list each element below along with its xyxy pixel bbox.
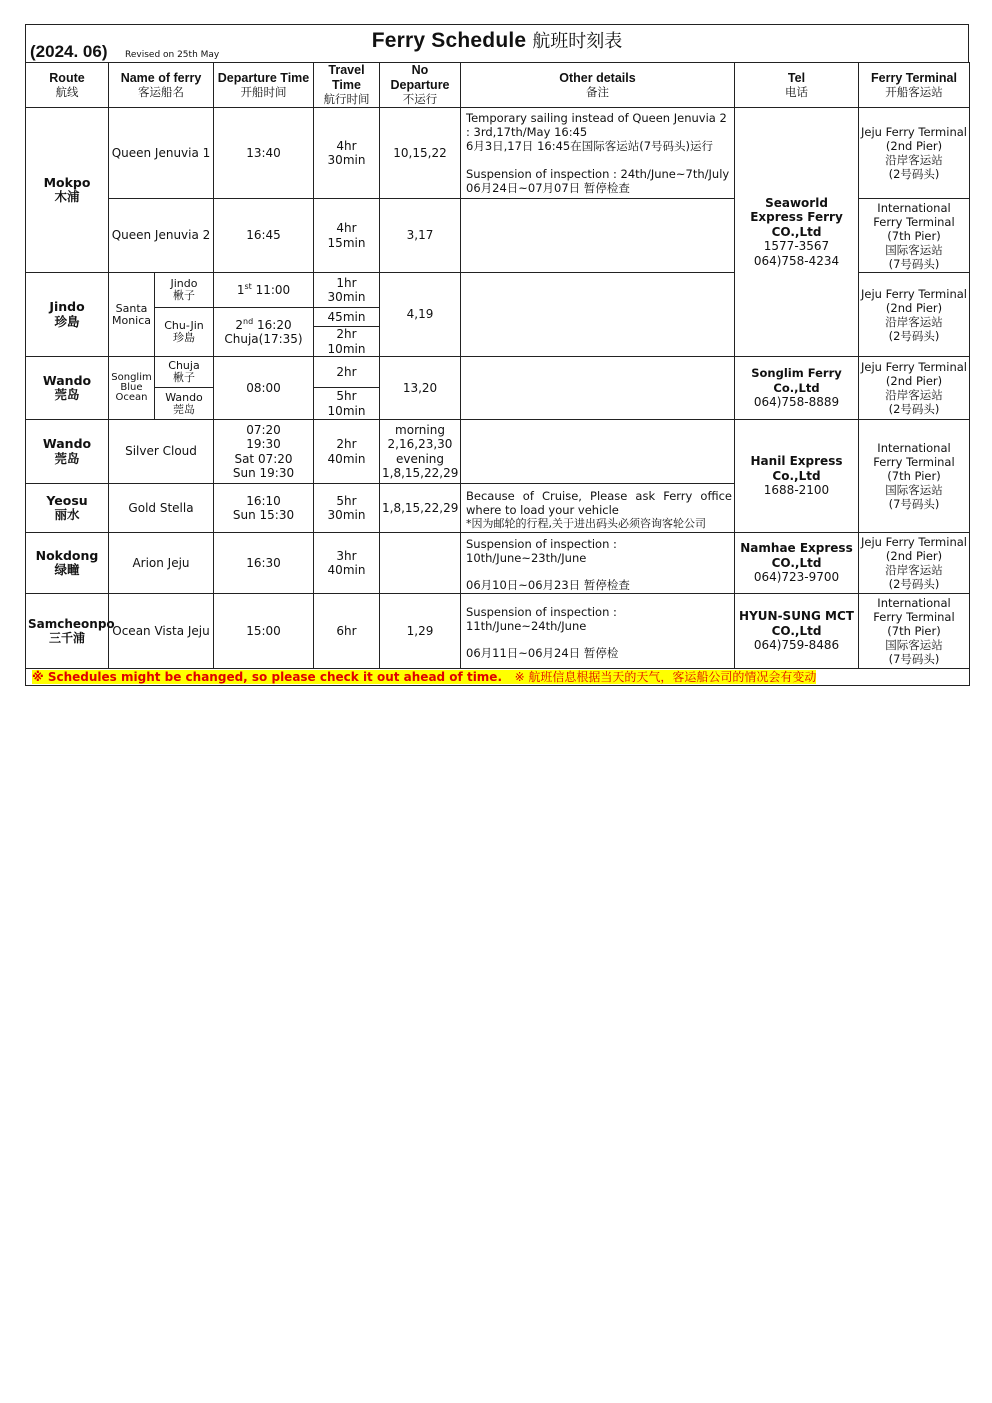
route-wando: Wando 莞岛: [26, 420, 109, 484]
ferry-name: Arion Jeju: [109, 533, 214, 594]
route-samcheonpo: Samcheonpo 三千浦: [26, 594, 109, 669]
table-row: [26, 420, 970, 484]
header-row: [26, 63, 970, 108]
ferry-terminal: Jeju Ferry Terminal (2nd Pier) 沿岸客运站 (2号码头): [859, 357, 970, 420]
ferry-schedule-sheet: [25, 24, 969, 686]
departure-time: 1st 11:00: [214, 273, 314, 308]
notice-row: [26, 669, 970, 686]
tel-hyunsung: HYUN-SUNG MCT CO.,Ltd 064)759-8486: [735, 594, 859, 669]
revised-label: Revised on 25th May: [125, 50, 220, 60]
other-details: [461, 357, 735, 420]
travel-time: 45min: [314, 308, 380, 327]
departure-time: 16:45: [214, 199, 314, 273]
no-departure: 10,15,22: [380, 108, 461, 199]
ferry-name: Silver Cloud: [109, 420, 214, 484]
travel-time: 4hr 30min: [314, 108, 380, 199]
route-yeosu: Yeosu 丽水: [26, 484, 109, 533]
no-departure: 13,20: [380, 357, 461, 420]
tel-hanil: Hanil Express Co.,Ltd 1688-2100: [735, 420, 859, 533]
travel-time: 5hr 10min: [314, 388, 380, 420]
other-details: Suspension of inspection : 11th/June~24th/June 06月11日~06月24日 暂停检: [461, 594, 735, 669]
route-wando: Wando 莞岛: [26, 357, 109, 420]
travel-time: 1hr 30min: [314, 273, 380, 308]
title-row: [25, 24, 969, 62]
travel-time: 2hr: [314, 357, 380, 388]
col-travel: Travel Time 航行时间: [314, 63, 380, 108]
departure-time: 07:20 19:30 Sat 07:20 Sun 19:30: [214, 420, 314, 484]
ferry-name: Queen Jenuvia 1: [109, 108, 214, 199]
table-row: [26, 357, 970, 388]
title-en: Ferry Schedule: [371, 29, 527, 52]
travel-time: 4hr 15min: [314, 199, 380, 273]
departure-time: 08:00: [214, 357, 314, 420]
travel-time: 3hr 40min: [314, 533, 380, 594]
col-ferry: Name of ferry 客运船名: [109, 63, 214, 108]
route-mokpo: Mokpo 木浦: [26, 108, 109, 273]
ferry-name: Santa Monica: [109, 273, 155, 357]
other-details: Because of Cruise, Please ask Ferry office where to load your vehicle *因为邮轮的行程,关于进出码头必须咨询客轮公司: [461, 484, 735, 533]
stop-name: Chu-Jin 珍島: [155, 308, 214, 357]
other-details: Temporary sailing instead of Queen Jenuvia 2 : 3rd,17th/May 16:45 6月3日,17日 16:45在国际客运站(7号码头)运行 Suspension of inspection : 24th/June~7th/July 06月24日~07月07日 暂停检查: [461, 108, 735, 199]
other-details: Suspension of inspection : 10th/June~23th/June 06月10日~06月23日 暂停检查: [461, 533, 735, 594]
other-details: [461, 199, 735, 273]
col-no-departure: No Departure 不运行: [380, 63, 461, 108]
travel-time: 6hr: [314, 594, 380, 669]
schedule-table: [25, 62, 970, 686]
ferry-terminal: Jeju Ferry Terminal (2nd Pier) 沿岸客运站 (2号码头): [859, 108, 970, 199]
ferry-terminal: International Ferry Terminal (7th Pier) 国际客运站 (7号码头): [859, 199, 970, 273]
no-departure: morning 2,16,23,30 evening 1,8,15,22,29: [380, 420, 461, 484]
no-departure: 3,17: [380, 199, 461, 273]
stop-name: Jindo 楸子: [155, 273, 214, 308]
no-departure: [380, 533, 461, 594]
ferry-terminal: Jeju Ferry Terminal (2nd Pier) 沿岸客运站 (2号码头): [859, 533, 970, 594]
title-zh: 航班时刻表: [532, 31, 623, 52]
no-departure: 1,29: [380, 594, 461, 669]
other-details: [461, 420, 735, 484]
travel-time: 2hr 40min: [314, 420, 380, 484]
col-tel: Tel 电话: [735, 63, 859, 108]
stop-name: Wando 莞岛: [155, 388, 214, 420]
ferry-name: Ocean Vista Jeju: [109, 594, 214, 669]
travel-time: 2hr 10min: [314, 327, 380, 357]
table-row: [26, 108, 970, 199]
ferry-name: Queen Jenuvia 2: [109, 199, 214, 273]
departure-time: 16:30: [214, 533, 314, 594]
route-jindo: Jindo 珍島: [26, 273, 109, 357]
notice-zh: ※ 航班信息根据当天的天气，客运船公司的情况会有变动: [514, 669, 817, 684]
stop-name: Chuja 楸子: [155, 357, 214, 388]
ferry-terminal: International Ferry Terminal (7th Pier) 国际客运站 (7号码头): [859, 594, 970, 669]
tel-songlim: Songlim Ferry Co.,Ltd 064)758-8889: [735, 357, 859, 420]
schedule-notice: [26, 669, 970, 686]
no-departure: 4,19: [380, 273, 461, 357]
col-details: Other details 备注: [461, 63, 735, 108]
route-nokdong: Nokdong 绿疃: [26, 533, 109, 594]
col-departure: Departure Time 开船时间: [214, 63, 314, 108]
ferry-terminal: Jeju Ferry Terminal (2nd Pier) 沿岸客运站 (2号码头): [859, 273, 970, 357]
ferry-name: Gold Stella: [109, 484, 214, 533]
no-departure: 1,8,15,22,29: [380, 484, 461, 533]
tel-seaworld: Seaworld Express Ferry CO.,Ltd 1577-3567 064)758-4234: [735, 108, 859, 357]
travel-time: 5hr 30min: [314, 484, 380, 533]
notice-en: ※ Schedules might be changed, so please check it out ahead of time.: [32, 669, 503, 684]
table-row: [26, 533, 970, 594]
tel-namhae: Namhae Express CO.,Ltd 064)723-9700: [735, 533, 859, 594]
table-row: [26, 594, 970, 669]
ferry-terminal: International Ferry Terminal (7th Pier) 国际客运站 (7号码头): [859, 420, 970, 533]
other-details: [461, 273, 735, 357]
edition-label: (2024. 06): [30, 42, 108, 61]
departure-time: 15:00: [214, 594, 314, 669]
departure-time: 16:10 Sun 15:30: [214, 484, 314, 533]
col-route: Route 航线: [26, 63, 109, 108]
departure-time: 13:40: [214, 108, 314, 199]
ferry-name: Songlim Blue Ocean: [109, 357, 155, 420]
col-terminal: Ferry Terminal 开船客运站: [859, 63, 970, 108]
departure-time: 2nd 16:20 Chuja(17:35): [214, 308, 314, 357]
